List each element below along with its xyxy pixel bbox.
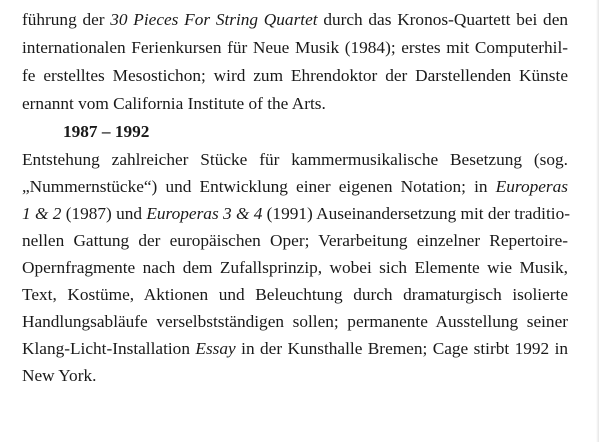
text-line: Text, Kostüme, Aktionen und Beleuchtung durch dramaturgisch isolierte — [22, 285, 568, 304]
text-span: (1991) Auseinandersetzung mit der traditio- — [262, 204, 570, 223]
text-line — [22, 175, 568, 199]
text-line: nellen Gattung der europäischen Oper; Verarbeitung einzelner Repertoire- — [22, 231, 568, 250]
text-span: durch das Kronos-Quartett bei den — [317, 10, 569, 29]
text-span: „Nummernstücke“) und Entwicklung einer eigenen Notation; in — [22, 177, 496, 196]
text-line: New York. — [22, 366, 97, 385]
text-line: Handlungsabläufe verselbstständigen sollen; permanente Ausstellung seiner — [22, 312, 568, 331]
text-span: Klang-Licht-Installation — [22, 339, 196, 358]
section-heading: 1987 – 1992 — [63, 122, 150, 141]
text-line: Entstehung zahlreicher Stücke für kammermusikalische Besetzung (sog. — [22, 150, 568, 169]
work-title: 30 Pieces For String Quartet — [110, 10, 318, 29]
work-title: Essay — [195, 339, 236, 358]
text-line: ernannt vom California Institute of the Arts. — [22, 94, 326, 113]
text-span: in der Kunsthalle Bremen; Cage stirbt 1992 in — [235, 339, 569, 358]
text-line: fe erstelltes Mesostichon; wird zum Ehrendoktor der Darstellenden Künste — [22, 66, 568, 85]
text-span: (1987) und — [61, 204, 147, 223]
text-line — [22, 337, 568, 361]
work-title: 1 & 2 — [22, 204, 62, 223]
text-span: führung der — [22, 10, 111, 29]
text-line — [22, 202, 568, 226]
text-line: Opernfragmente nach dem Zufallsprinzip, wobei sich Elemente wie Musik, — [22, 258, 568, 277]
work-title: Europeras 3 & 4 — [146, 204, 263, 223]
text-line — [22, 8, 568, 32]
work-title: Europeras — [495, 177, 568, 196]
text-line: internationalen Ferienkursen für Neue Musik (1984); erstes mit Computerhil- — [22, 38, 568, 57]
